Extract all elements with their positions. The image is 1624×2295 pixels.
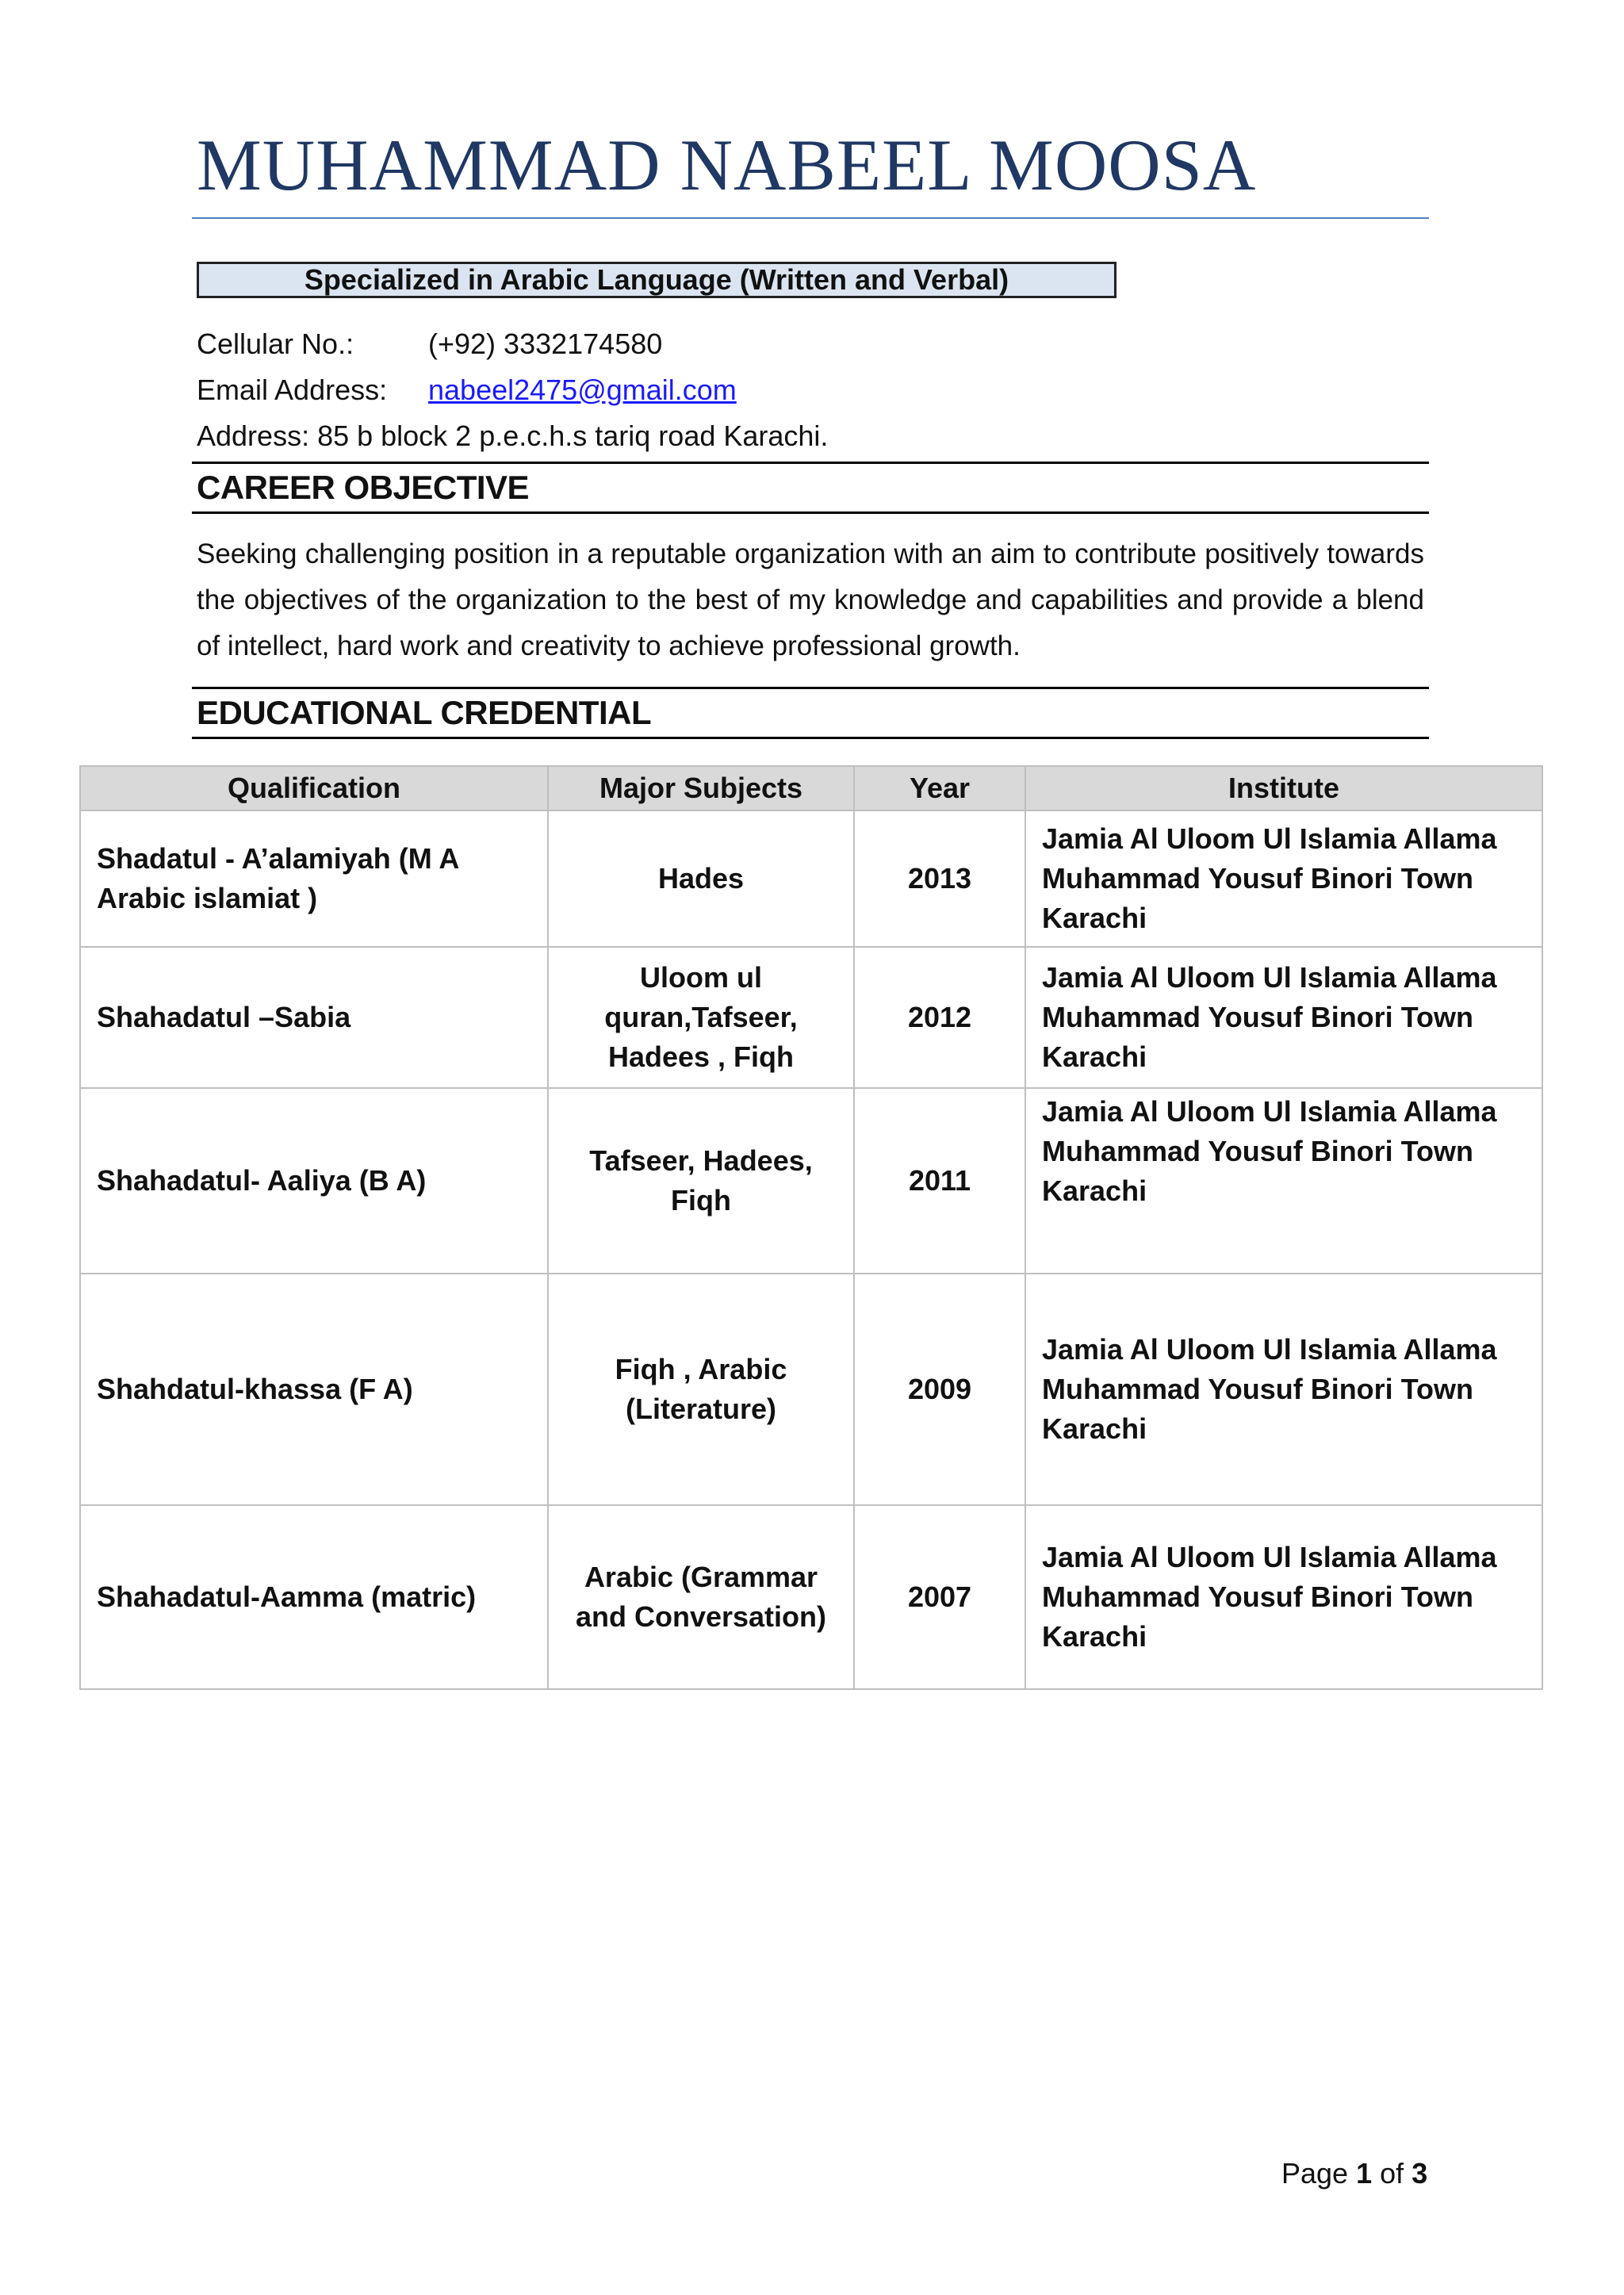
column-header-qualification: Qualification	[80, 766, 548, 810]
phone-line	[197, 327, 662, 362]
year-cell: 2007	[854, 1505, 1025, 1689]
year-cell: 2009	[854, 1274, 1025, 1505]
table-row	[80, 947, 1542, 1088]
career-objective-heading: CAREER OBJECTIVE	[192, 462, 1429, 514]
specialty-banner: Specialized in Arabic Language (Written and Verbal)	[197, 262, 1116, 298]
education-table	[79, 765, 1543, 1690]
page-total: 3	[1411, 2157, 1428, 2190]
subjects-cell: Arabic (Grammar and Conversation)	[548, 1505, 854, 1689]
subjects-cell: Tafseer, Hadees, Fiqh	[548, 1088, 854, 1274]
table-row	[80, 1274, 1542, 1505]
institute-cell: Jamia Al Uloom Ul Islamia Allama Muhammad Yousuf Binori Town Karachi	[1025, 947, 1542, 1088]
qualification-cell: Shadatul - A’alamiyah (M A Arabic islamiat )	[80, 810, 548, 947]
name-divider	[192, 217, 1429, 219]
email-label: Email Address:	[197, 374, 388, 406]
year-cell: 2012	[854, 947, 1025, 1088]
subjects-cell: Fiqh , Arabic (Literature)	[548, 1274, 854, 1505]
column-header-year: Year	[854, 766, 1025, 810]
table-row	[80, 1505, 1542, 1689]
phone-value: (+92) 3332174580	[428, 328, 663, 360]
column-header-institute: Institute	[1025, 766, 1542, 810]
education-heading: EDUCATIONAL CREDENTIAL	[192, 687, 1429, 739]
institute-cell: Jamia Al Uloom Ul Islamia Allama Muhammad Yousuf Binori Town Karachi	[1025, 1505, 1542, 1689]
qualification-cell: Shahadatul –Sabia	[80, 947, 548, 1088]
qualification-cell: Shahdatul-khassa (F A)	[80, 1274, 548, 1505]
column-header-subjects: Major Subjects	[548, 766, 854, 810]
candidate-name: MUHAMMAD NABEEL MOOSA	[197, 125, 1257, 205]
qualification-cell: Shahadatul-Aamma (matric)	[80, 1505, 548, 1689]
table-header-row	[80, 766, 1542, 810]
career-objective-text: Seeking challenging position in a reputable organization with an aim to contribute positively towards the objectives of the organization to the best of my knowledge and capabilities and provide a blend of intellect, hard work and creativity to achieve professional growth.	[197, 538, 1424, 661]
institute-cell: Jamia Al Uloom Ul Islamia Allama Muhammad Yousuf Binori Town Karachi	[1025, 1274, 1542, 1505]
phone-label: Cellular No.:	[197, 328, 354, 360]
qualification-cell: Shahadatul- Aaliya (B A)	[80, 1088, 548, 1274]
page-number	[1281, 2157, 1427, 2190]
subjects-cell: Uloom ul quran,Tafseer, Hadees , Fiqh	[548, 947, 854, 1088]
email-link[interactable]: nabeel2475@gmail.com	[428, 374, 737, 406]
email-line	[197, 373, 737, 408]
institute-cell: Jamia Al Uloom Ul Islamia Allama Muhammad Yousuf Binori Town Karachi	[1025, 1088, 1542, 1274]
page-prefix: Page	[1281, 2157, 1349, 2190]
page-current: 1	[1356, 2157, 1373, 2190]
table-row	[80, 1088, 1542, 1274]
table-row	[80, 810, 1542, 947]
institute-cell: Jamia Al Uloom Ul Islamia Allama Muhammad Yousuf Binori Town Karachi	[1025, 810, 1542, 947]
year-cell: 2013	[854, 810, 1025, 947]
year-cell: 2011	[854, 1088, 1025, 1274]
page-of: of	[1380, 2157, 1404, 2190]
subjects-cell: Hades	[548, 810, 854, 947]
address-line: Address: 85 b block 2 p.e.c.h.s tariq road Karachi.	[197, 420, 829, 452]
